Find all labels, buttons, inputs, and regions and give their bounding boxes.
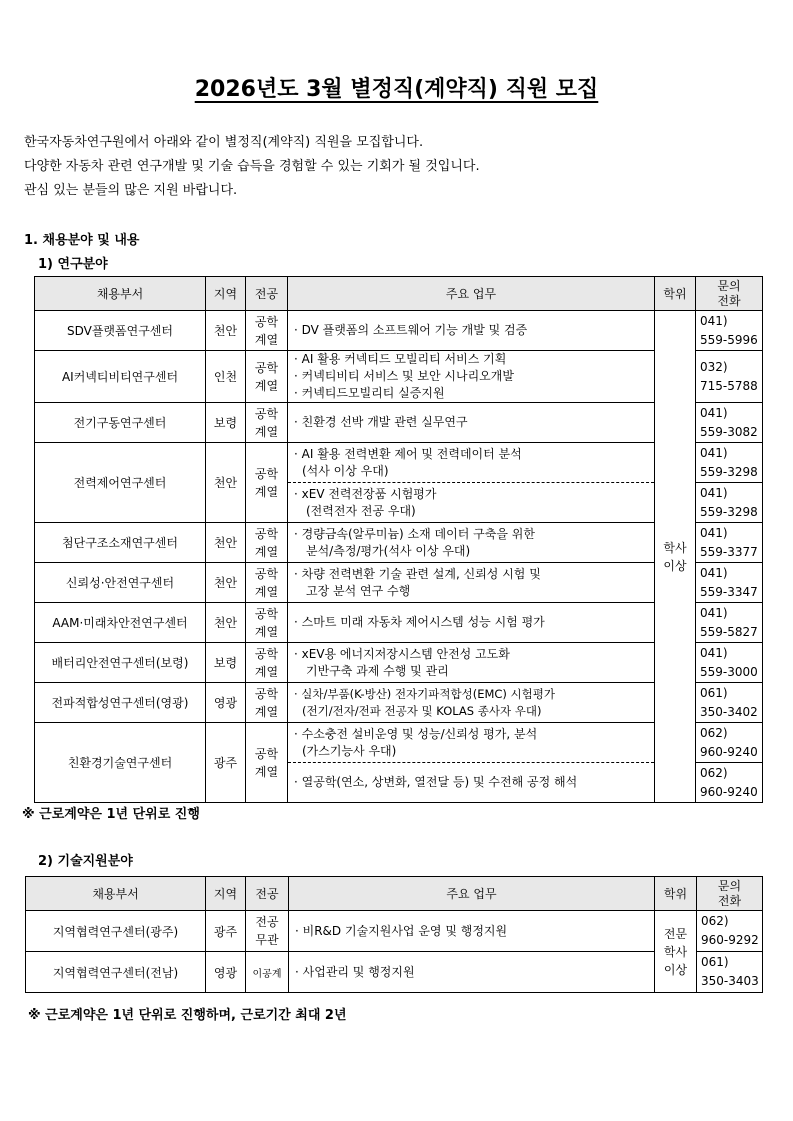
dept-cell: AI커넥티비티연구센터 — [35, 351, 206, 403]
major-cell: 공학 계열 — [246, 523, 288, 563]
header-dept: 채용부서 — [35, 277, 206, 311]
phone-cell: 032) 715-5788 — [696, 351, 763, 403]
major-cell: 이공계 — [246, 952, 289, 993]
phone-cell: 041) 559-3298 — [696, 443, 763, 483]
table-row — [35, 443, 763, 483]
dept-cell: 지역협력연구센터(광주) — [26, 911, 206, 952]
duty-cell: · 사업관리 및 행정지원 — [289, 952, 655, 993]
phone-cell: 041) 559-5827 — [696, 603, 763, 643]
dept-cell: 신뢰성·안전연구센터 — [35, 563, 206, 603]
major-cell: 공학 계열 — [246, 723, 288, 803]
dept-cell: 전력제어연구센터 — [35, 443, 206, 523]
table-row — [26, 911, 763, 952]
header-degree: 학위 — [655, 877, 697, 911]
region-cell: 광주 — [206, 911, 246, 952]
region-cell: 천안 — [206, 311, 246, 351]
header-region: 지역 — [206, 877, 246, 911]
table-header-row — [35, 277, 763, 311]
phone-cell: 062) 960-9240 — [696, 763, 763, 803]
phone-cell: 041) 559-5996 — [696, 311, 763, 351]
table-header-row — [26, 877, 763, 911]
table-row — [35, 523, 763, 563]
intro-line: 관심 있는 분들의 많은 지원 바랍니다. — [24, 183, 238, 198]
dept-cell: 첨단구조소재연구센터 — [35, 523, 206, 563]
dept-cell: 배터리안전연구센터(보령) — [35, 643, 206, 683]
region-cell: 천안 — [206, 443, 246, 523]
table-row — [35, 403, 763, 443]
major-cell: 공학 계열 — [246, 351, 288, 403]
duty-cell: · 수소충전 설비운영 및 성능/신뢰성 평가, 분석 (가스기능사 우대) — [288, 723, 655, 763]
intro-paragraph — [24, 131, 480, 203]
dept-cell: AAM·미래차안전연구센터 — [35, 603, 206, 643]
duty-cell: · 열공학(연소, 상변화, 열전달 등) 및 수전해 공정 해석 — [288, 763, 655, 803]
contract-note: ※ 근로계약은 1년 단위로 진행 — [22, 807, 200, 822]
major-cell: 공학 계열 — [246, 643, 288, 683]
duty-cell: · xEV 전력전장품 시험평가 (전력전자 전공 우대) — [288, 483, 655, 523]
duty-cell: · 차량 전력변환 기술 관련 설계, 신뢰성 시험 및 고장 분석 연구 수행 — [288, 563, 655, 603]
duty-cell: · 비R&D 기술지원사업 운영 및 행정지원 — [289, 911, 655, 952]
phone-cell: 041) 559-3377 — [696, 523, 763, 563]
duty-cell: · xEV용 에너지저장시스템 안전성 고도화 기반구축 과제 수행 및 관리 — [288, 643, 655, 683]
table-row — [35, 311, 763, 351]
header-major: 전공 — [246, 877, 289, 911]
region-cell: 영광 — [206, 952, 246, 993]
region-cell: 인천 — [206, 351, 246, 403]
header-duties: 주요 업무 — [289, 877, 655, 911]
degree-cell: 학사 이상 — [655, 311, 696, 803]
contract-period-note: ※ 근로계약은 1년 단위로 진행하며, 근로기간 최대 2년 — [28, 1008, 347, 1023]
major-cell: 공학 계열 — [246, 403, 288, 443]
major-cell: 공학 계열 — [246, 311, 288, 351]
phone-cell: 041) 559-3082 — [696, 403, 763, 443]
phone-cell: 041) 559-3298 — [696, 483, 763, 523]
phone-cell: 061) 350-3402 — [696, 683, 763, 723]
major-cell: 공학 계열 — [246, 443, 288, 523]
table-row — [35, 723, 763, 763]
page-title: 2026년도 3월 별정직(계약직) 직원 모집 — [194, 77, 599, 102]
table-row — [35, 683, 763, 723]
duty-cell: · 친환경 선박 개발 관련 실무연구 — [288, 403, 655, 443]
duty-cell: · 스마트 미래 자동차 제어시스템 성능 시험 평가 — [288, 603, 655, 643]
intro-line: 한국자동차연구원에서 아래와 같이 별정직(계약직) 직원을 모집합니다. — [24, 135, 424, 150]
header-major: 전공 — [246, 277, 288, 311]
research-table — [34, 276, 763, 803]
dept-cell: 전파적합성연구센터(영광) — [35, 683, 206, 723]
major-cell: 공학 계열 — [246, 563, 288, 603]
table-row — [35, 351, 763, 403]
region-cell: 광주 — [206, 723, 246, 803]
dept-cell: 전기구동연구센터 — [35, 403, 206, 443]
intro-line: 다양한 자동차 관련 연구개발 및 기술 습득을 경험할 수 있는 기회가 될 것입니다. — [24, 159, 480, 174]
tech-support-table — [25, 876, 763, 993]
dept-cell: 지역협력연구센터(전남) — [26, 952, 206, 993]
region-cell: 영광 — [206, 683, 246, 723]
dept-cell: 친환경기술연구센터 — [35, 723, 206, 803]
region-cell: 천안 — [206, 523, 246, 563]
table-row — [35, 603, 763, 643]
degree-cell: 전문 학사 이상 — [655, 911, 697, 993]
major-cell: 공학 계열 — [246, 603, 288, 643]
section-heading: 1. 채용분야 및 내용 — [24, 233, 140, 248]
phone-cell: 041) 559-3000 — [696, 643, 763, 683]
dept-cell: SDV플랫폼연구센터 — [35, 311, 206, 351]
header-contact: 문의 전화 — [697, 877, 763, 911]
phone-cell: 041) 559-3347 — [696, 563, 763, 603]
region-cell: 보령 — [206, 403, 246, 443]
major-cell: 공학 계열 — [246, 683, 288, 723]
duty-cell: · 경량금속(알루미늄) 소재 데이터 구축을 위한 분석/측정/평가(석사 이상 우대) — [288, 523, 655, 563]
region-cell: 보령 — [206, 643, 246, 683]
phone-cell: 062) 960-9292 — [697, 911, 763, 952]
subsection-tech-heading: 2) 기술지원분야 — [38, 854, 133, 869]
table-row — [26, 952, 763, 993]
duty-cell: · 실차/부품(K-방산) 전자기파적합성(EMC) 시험평가 (전기/전자/전파 전공자 및 KOLAS 종사자 우대) — [288, 683, 655, 723]
phone-cell: 061) 350-3403 — [697, 952, 763, 993]
duty-cell: · AI 활용 전력변환 제어 및 전력데이터 분석 (석사 이상 우대) — [288, 443, 655, 483]
header-dept: 채용부서 — [26, 877, 206, 911]
table-row — [35, 643, 763, 683]
duty-cell: · DV 플랫폼의 소프트웨어 기능 개발 및 검증 — [288, 311, 655, 351]
header-region: 지역 — [206, 277, 246, 311]
region-cell: 천안 — [206, 563, 246, 603]
duty-cell: · AI 활용 커넥티드 모빌리티 서비스 기획 · 커넥티비티 서비스 및 보안 시나리오개발 · 커넥티드모빌리티 실증지원 — [288, 351, 655, 403]
phone-cell: 062) 960-9240 — [696, 723, 763, 763]
header-degree: 학위 — [655, 277, 696, 311]
header-contact: 문의 전화 — [696, 277, 763, 311]
region-cell: 천안 — [206, 603, 246, 643]
table-row — [35, 563, 763, 603]
subsection-research-heading: 1) 연구분야 — [38, 257, 108, 272]
major-cell: 전공 무관 — [246, 911, 289, 952]
header-duties: 주요 업무 — [288, 277, 655, 311]
